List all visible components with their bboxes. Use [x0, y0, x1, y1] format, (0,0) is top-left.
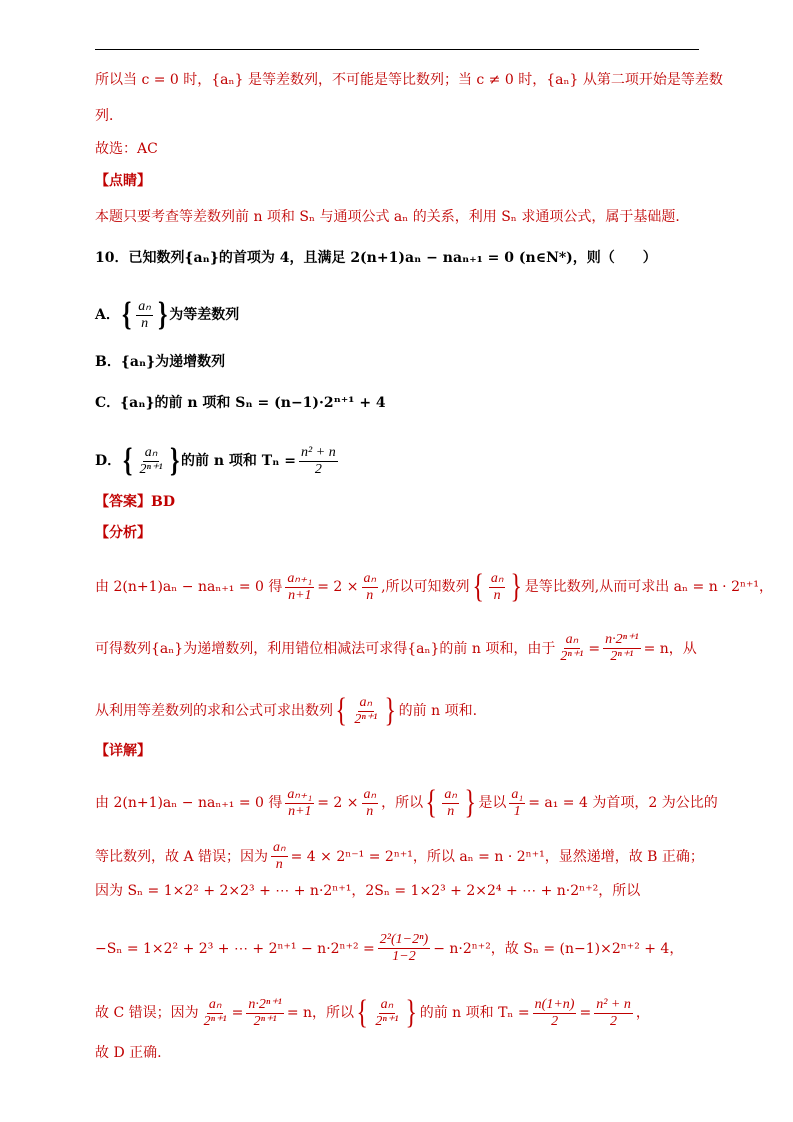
- detail-line-1: [95, 786, 718, 820]
- detail-line-2: [95, 840, 704, 873]
- detail-line-6: 故 D 正确.: [95, 1045, 162, 1061]
- detail-2-post: = 4 × 2ⁿ⁻¹ = 2ⁿ⁺¹，所以 aₙ = n · 2ⁿ⁺¹，显然递增，故 B 正确；: [290, 848, 704, 865]
- frac-num: aₙ₊₁: [287, 570, 313, 586]
- frac-num: aₙ: [363, 786, 377, 802]
- frac-den: 2ⁿ⁺¹: [560, 649, 584, 664]
- frac-num: aₙ: [380, 996, 394, 1012]
- frac-num: aₙ: [273, 840, 286, 855]
- frac-den: 1: [513, 803, 521, 819]
- analysis-line-2: 可得数列{aₙ}为递增数列，利用错位相减法可求得{aₙ}的前 n 项和，由于 $\frac{\text{aₙ}}{\text{2ⁿ⁺¹}}$ = $\frac{\text{n·2ⁿ⁺¹}}{\text{2ⁿ⁺¹}}$ = n，从: [95, 632, 697, 664]
- analysis-1-seq: { $\frac{\text{aₙ}}{n}$ }: [471, 568, 523, 605]
- analysis-2-pre: 可得数列{aₙ}为递增数列，利用错位相减法可求得{aₙ}的前 n 项和，由于: [95, 640, 556, 657]
- frac-den: 2ⁿ⁺¹: [139, 461, 163, 477]
- frac-den: 2ⁿ⁺¹: [203, 1013, 227, 1029]
- frac-num: aₙ: [359, 694, 373, 710]
- detail-1-post3: = a₁ = 4 为首项，2 为公比的: [528, 795, 718, 811]
- option-a-seq: { $\frac{\text{aₙ}}{n}$ }: [121, 296, 168, 333]
- frac-den: n: [366, 803, 374, 819]
- option-a-label: A．: [95, 307, 120, 323]
- analysis-3-post: 的前 n 项和.: [398, 703, 478, 719]
- frac-den: 2ⁿ⁺¹: [610, 649, 634, 664]
- header-rule: [95, 49, 699, 50]
- analysis-3-pre: 从利用等差数列的求和公式可求出数列: [95, 703, 333, 719]
- detail-line-4: [95, 932, 683, 965]
- analysis-1-post2: 是等比数列,从而可求出 aₙ = n · 2ⁿ⁺¹，: [524, 579, 774, 595]
- frac-num: aₙ₊₁: [287, 786, 313, 802]
- frac-den: 2: [551, 1013, 559, 1029]
- frac-den: 1−2: [392, 949, 416, 964]
- frac-den: n: [447, 803, 455, 819]
- detail-4-pre: −Sₙ = 1×2² + 2³ + ⋯ + 2ⁿ⁺¹ − n·2ⁿ⁺² =: [95, 940, 375, 957]
- option-d-text: 的前 n 项和 Tₙ =: [180, 453, 297, 469]
- option-d-label: D．: [95, 453, 122, 469]
- frac-den: n: [275, 857, 283, 872]
- frac-num: n² + n: [301, 444, 336, 460]
- detail-line-5: 故 C 错误；因为 $\frac{\text{aₙ}}{\text{2ⁿ⁺¹}}$ = $\frac{\text{n·2ⁿ⁺¹}}{\text{2ⁿ⁺¹}}$ = n，所以 { $\frac{\text{aₙ}}{\text{2ⁿ⁺¹}}$ } 的前 n 项和 Tₙ = $\frac{n(1+n)}{2}$ = $\frac{\text{n² + n}}{2}$ ，: [95, 994, 650, 1031]
- detail-line-3: 因为 Sₙ = 1×2² + 2×2³ + ⋯ + n·2ⁿ⁺¹，2Sₙ = 1×2³ + 2×2⁴ + ⋯ + n·2ⁿ⁺²，所以: [95, 883, 641, 899]
- frac-num: n(1+n): [534, 996, 575, 1012]
- option-a: [95, 298, 239, 332]
- detail-heading: 【详解】: [95, 743, 151, 759]
- detail-5-post2: ，: [635, 1005, 650, 1021]
- analysis-3-seq: { $\frac{\text{aₙ}}{\text{2ⁿ⁺¹}}$ }: [335, 692, 397, 729]
- detail-5-mid: = n，所以: [286, 1005, 355, 1021]
- option-b: B．{aₙ}为递增数列: [95, 354, 226, 370]
- frac-num: n² + n: [596, 996, 631, 1012]
- frac-den: n: [493, 587, 501, 603]
- frac-num: 2²(1−2ⁿ): [379, 932, 429, 947]
- detail-1-post2: 是以: [478, 795, 507, 811]
- frac-den: n+1: [288, 803, 312, 819]
- frac-num: a₁: [511, 786, 524, 802]
- detail-5-post1: 的前 n 项和 Tₙ =: [419, 1005, 530, 1021]
- frac-den: 2: [314, 461, 322, 477]
- option-d: [95, 444, 341, 478]
- detail-1-post1: ，所以: [381, 795, 424, 811]
- frac-den: n: [141, 315, 149, 331]
- detail-4-post: − n·2ⁿ⁺²，故 Sₙ = (n−1)×2ⁿ⁺² + 4，: [433, 940, 684, 957]
- frac-num: aₙ: [490, 570, 504, 586]
- frac-num: aₙ: [444, 786, 457, 802]
- analysis-heading: 【分析】: [95, 525, 151, 541]
- frac-num: aₙ: [208, 996, 222, 1012]
- frac-num: aₙ: [138, 298, 151, 314]
- detail-1-seq: { $\frac{\text{aₙ}}{n}$ }: [425, 784, 476, 821]
- frac-den: 2ⁿ⁺¹: [354, 711, 378, 727]
- detail-1-mid: = 2 ×: [317, 795, 359, 811]
- frac-den: 2ⁿ⁺¹: [375, 1013, 399, 1029]
- question-10: 10．已知数列{aₙ}的首项为 4，且满足 2(n+1)aₙ − naₙ₊₁ = 0 (n∈N*)，则（ ）: [95, 250, 657, 266]
- note-heading: 【点睛】: [95, 173, 151, 189]
- analysis-line-1: [95, 570, 773, 604]
- analysis-1-pre: 由 2(n+1)aₙ − naₙ₊₁ = 0 得: [95, 579, 283, 595]
- frac-den: 2: [610, 1013, 618, 1029]
- text-line-3: 故选：AC: [95, 141, 158, 157]
- frac-den: n: [366, 587, 374, 603]
- detail-2-pre: 等比数列，故 A 错误；因为: [95, 848, 269, 865]
- option-c: C．{aₙ}的前 n 项和 Sₙ = (n−1)·2ⁿ⁺¹ + 4: [95, 395, 386, 411]
- frac-num: aₙ: [363, 570, 377, 586]
- analysis-1-mid: = 2 ×: [317, 579, 359, 595]
- note-text: 本题只要考查等差数列前 n 项和 Sₙ 与通项公式 aₙ 的关系，利用 Sₙ 求通项公式，属于基础题．: [95, 209, 690, 225]
- frac-num: aₙ: [144, 444, 158, 460]
- frac-den: n+1: [288, 587, 312, 603]
- analysis-line-3: [95, 694, 477, 728]
- analysis-1-post1: ,所以可知数列: [381, 579, 470, 595]
- frac-num: n·2ⁿ⁺¹: [605, 632, 639, 647]
- detail-5-pre: 故 C 错误；因为: [95, 1005, 199, 1021]
- text-line-2: 列．: [95, 108, 123, 124]
- frac-num: aₙ: [565, 632, 579, 647]
- text-line-1: 所以当 c = 0 时，{aₙ} 是等差数列，不可能是等比数列；当 c ≠ 0 时，{aₙ} 从第二项开始是等差数: [95, 72, 723, 88]
- frac-num: n·2ⁿ⁺¹: [248, 996, 282, 1012]
- option-d-seq: { $\frac{\text{aₙ}}{\text{2ⁿ⁺¹}}$ }: [123, 442, 179, 479]
- detail-1-pre: 由 2(n+1)aₙ − naₙ₊₁ = 0 得: [95, 795, 283, 811]
- answer-line: 【答案】BD: [95, 494, 175, 510]
- analysis-2-post: = n，从: [643, 640, 697, 657]
- detail-5-seq: { $\frac{\text{aₙ}}{\text{2ⁿ⁺¹}}$ }: [356, 994, 418, 1031]
- frac-den: 2ⁿ⁺¹: [253, 1013, 277, 1029]
- option-a-text: 为等差数列: [169, 307, 240, 323]
